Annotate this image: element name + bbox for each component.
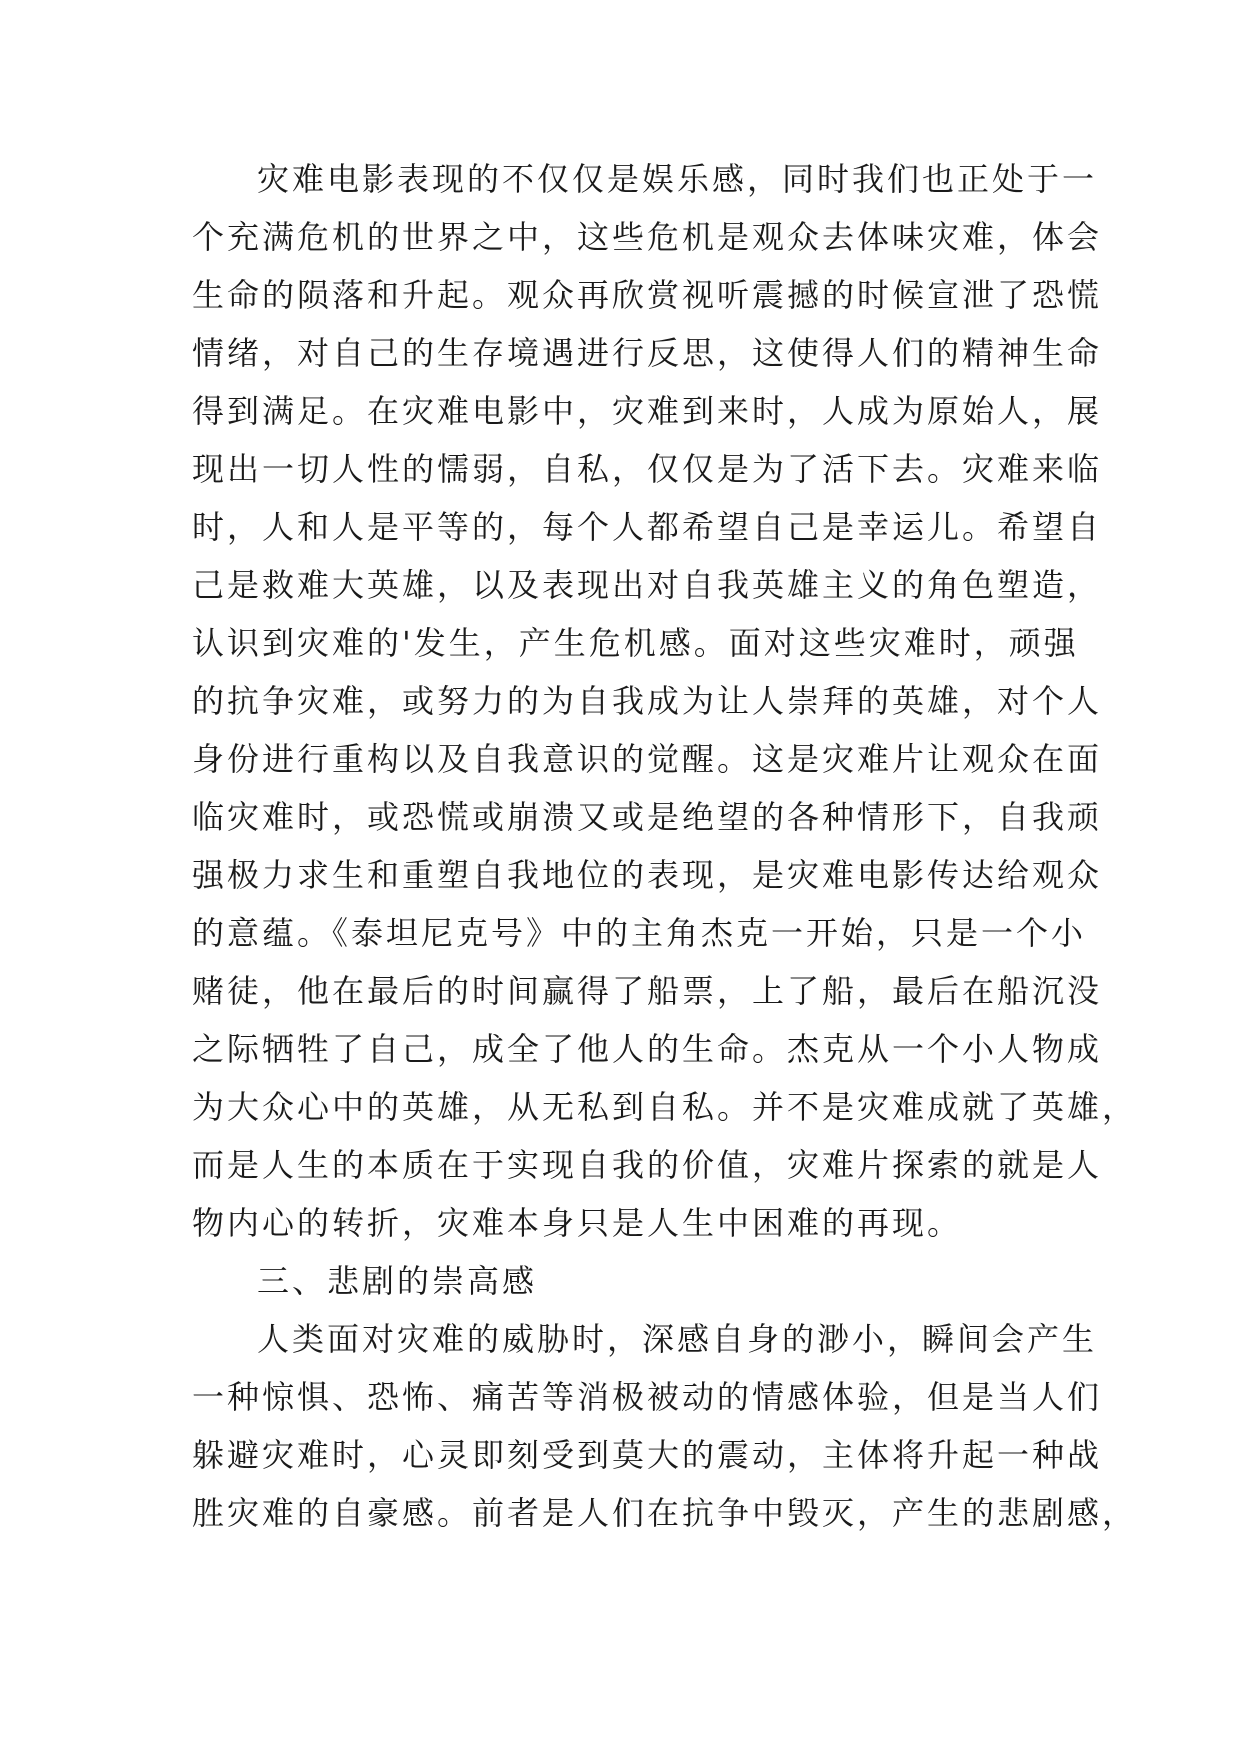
text-line: 而是人生的本质在于实现自我的价值，灾难片探索的就是人 — [192, 1146, 1103, 1184]
text-line: 之际牺牲了自己，成全了他人的生命。杰克从一个小人物成 — [192, 1030, 1103, 1068]
text-line: 赌徒，他在最后的时间赢得了船票，上了船，最后在船沉没 — [192, 972, 1103, 1010]
text-line: 强极力求生和重塑自我地位的表现，是灾难电影传达给观众 — [192, 856, 1103, 894]
text-line: 情绪，对自己的生存境遇进行反思，这使得人们的精神生命 — [192, 334, 1103, 372]
text-line: 一种惊惧、恐怖、痛苦等消极被动的情感体验，但是当人们 — [192, 1378, 1103, 1416]
text-line: 的抗争灾难，或努力的为自我成为让人崇拜的英雄，对个人 — [192, 682, 1103, 720]
text-line: 的意蕴。《泰坦尼克号》中的主角杰克一开始，只是一个小 — [192, 914, 1087, 952]
text-line: 物内心的转折，灾难本身只是人生中困难的再现。 — [192, 1204, 963, 1242]
text-line: 生命的陨落和升起。观众再欣赏视听震撼的时候宣泄了恐慌 — [192, 276, 1103, 314]
text-line: 己是救难大英雄，以及表现出对自我英雄主义的角色塑造， — [192, 566, 1103, 604]
section-heading: 三、悲剧的崇高感 — [257, 1262, 538, 1300]
text-line: 躲避灾难时，心灵即刻受到莫大的震动，主体将升起一种战 — [192, 1436, 1103, 1474]
text-line: 时，人和人是平等的，每个人都希望自己是幸运儿。希望自 — [192, 508, 1103, 546]
text-line: 灾难电影表现的不仅仅是娱乐感，同时我们也正处于一 — [257, 160, 1098, 198]
text-line: 临灾难时，或恐慌或崩溃又或是绝望的各种情形下，自我顽 — [192, 798, 1103, 836]
text-line: 认识到灾难的'发生，产生危机感。面对这些灾难时，顽强 — [192, 624, 1079, 662]
text-line: 现出一切人性的懦弱，自私，仅仅是为了活下去。灾难来临 — [192, 450, 1103, 488]
text-line: 个充满危机的世界之中，这些危机是观众去体味灾难，体会 — [192, 218, 1103, 256]
text-line: 为大众心中的英雄，从无私到自私。并不是灾难成就了英雄， — [192, 1088, 1138, 1126]
text-line: 身份进行重构以及自我意识的觉醒。这是灾难片让观众在面 — [192, 740, 1103, 778]
document-body — [192, 150, 1138, 1542]
text-line: 人类面对灾难的威胁时，深感自身的渺小，瞬间会产生 — [257, 1320, 1098, 1358]
text-line: 得到满足。在灾难电影中，灾难到来时，人成为原始人，展 — [192, 392, 1103, 430]
text-line: 胜灾难的自豪感。前者是人们在抗争中毁灭，产生的悲剧感， — [192, 1494, 1138, 1532]
